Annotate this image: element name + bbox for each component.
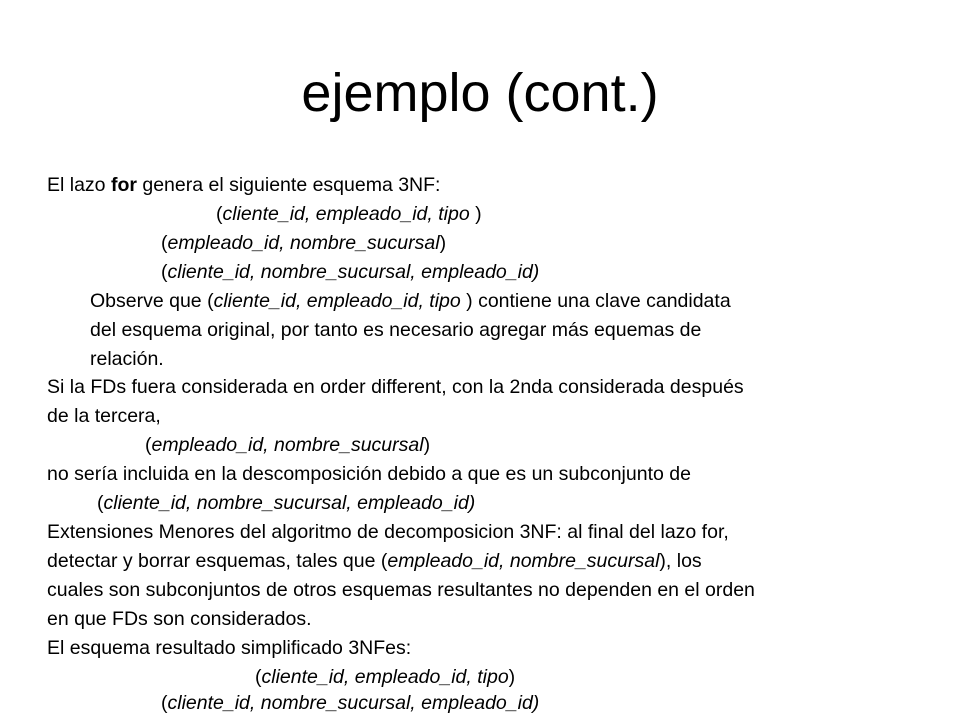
- observe-attrs: cliente_id, empleado_id, tipo: [213, 290, 461, 312]
- schema-tuple-2: [161, 230, 446, 256]
- ext-pre: detectar y borrar esquemas, tales que (: [47, 550, 388, 572]
- tuple-open: (: [161, 232, 168, 254]
- observe-post: ) contiene una clave candidata: [460, 290, 731, 312]
- result-line: El esquema resultado simplificado 3NFes:: [47, 637, 412, 659]
- tuple-close: ): [469, 203, 482, 225]
- tuple-attrs: cliente_id, nombre_sucursal, empleado_id): [103, 492, 476, 514]
- tuple-attrs: cliente_id, nombre_sucursal, empleado_id): [167, 261, 540, 283]
- tuple-close: ): [439, 232, 447, 254]
- schema-tuple-5: [97, 490, 475, 516]
- tuple-open: (: [97, 492, 104, 514]
- schema-tuple-6: [255, 664, 515, 690]
- ext-line-4: en que FDs son considerados.: [47, 608, 312, 630]
- si-line-2: de la tercera,: [47, 405, 161, 427]
- schema-tuple-3: [161, 259, 539, 285]
- ext-line-2: [47, 548, 702, 574]
- tuple-close: ): [423, 434, 431, 456]
- schema-tuple-1: [216, 201, 482, 227]
- ext-attrs: empleado_id, nombre_sucursal: [387, 550, 660, 572]
- tuple-attrs: cliente_id, empleado_id, tipo: [261, 666, 509, 688]
- observe-line-2: del esquema original, por tanto es necesario agregar más equemas de: [90, 319, 702, 341]
- intro-pre: El lazo: [47, 174, 111, 196]
- si-line-1: Si la FDs fuera considerada en order different, con la 2nda considerada después: [47, 376, 744, 398]
- tuple-attrs: empleado_id, nombre_sucursal: [167, 232, 440, 254]
- tuple-attrs: empleado_id, nombre_sucursal: [151, 434, 424, 456]
- tuple-open: (: [145, 434, 152, 456]
- ext-post: ), los: [659, 550, 702, 572]
- for-keyword: for: [110, 174, 137, 196]
- tuple-open: (: [255, 666, 262, 688]
- observe-line-1: [90, 288, 731, 314]
- slide-title: ejemplo (cont.): [301, 63, 659, 123]
- tuple-open: (: [161, 261, 168, 283]
- tuple-open: (: [216, 203, 223, 225]
- no-line: no sería incluida en la descomposición debido a que es un subconjunto de: [47, 463, 691, 485]
- schema-tuple-7: [161, 690, 539, 716]
- intro-line: [47, 172, 440, 198]
- observe-pre: Observe que (: [90, 290, 214, 312]
- observe-line-3: relación.: [90, 348, 164, 370]
- tuple-attrs: cliente_id, nombre_sucursal, empleado_id): [167, 692, 540, 714]
- intro-post: genera el siguiente esquema 3NF:: [136, 174, 441, 196]
- ext-line-1: Extensiones Menores del algoritmo de decomposicion 3NF: al final del lazo for,: [47, 521, 729, 543]
- tuple-close: ): [508, 666, 516, 688]
- ext-line-3: cuales son subconjuntos de otros esquemas resultantes no dependen en el orden: [47, 579, 755, 601]
- schema-tuple-4: [145, 432, 430, 458]
- tuple-attrs: cliente_id, empleado_id, tipo: [222, 203, 470, 225]
- tuple-open: (: [161, 692, 168, 714]
